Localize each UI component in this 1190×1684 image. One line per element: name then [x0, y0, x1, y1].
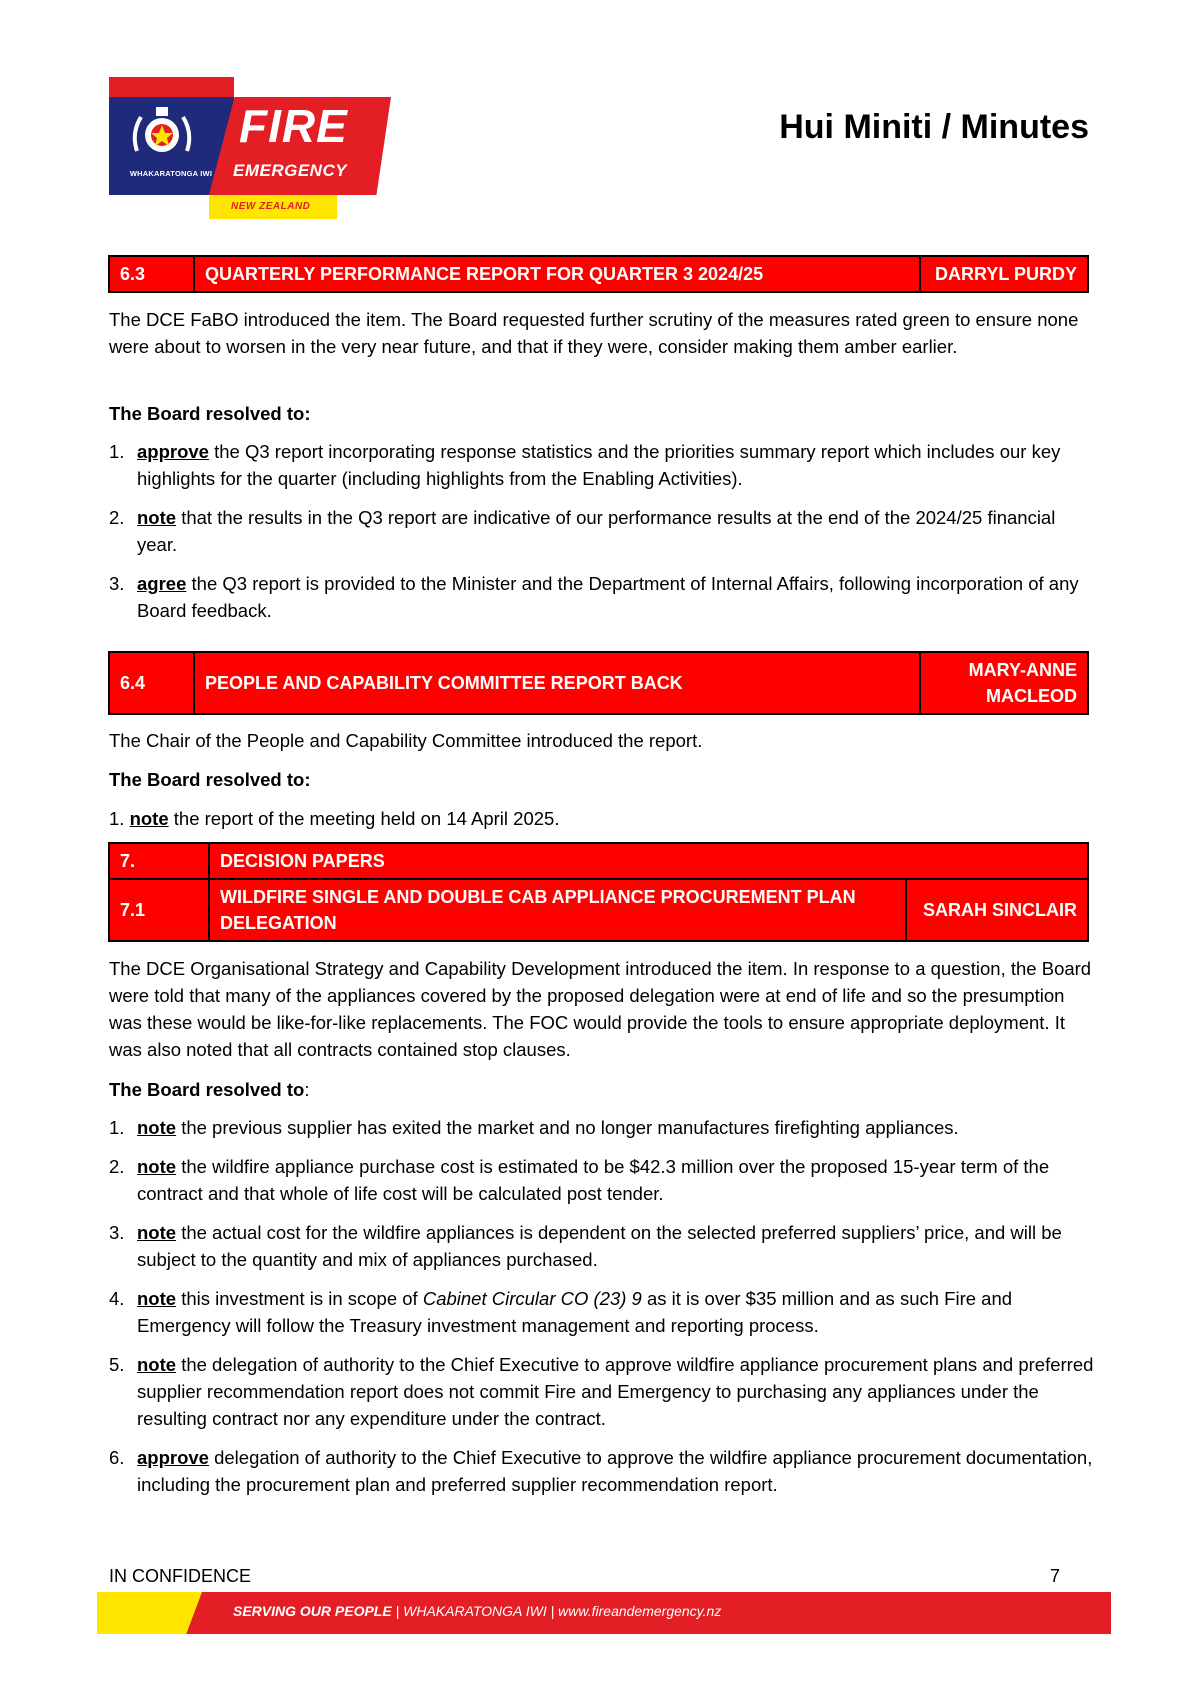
fire-emergency-logo — [109, 77, 391, 219]
list-item — [109, 1114, 1094, 1141]
resolution-text: the actual cost for the wildfire appliances is dependent on the selected preferred suppliers’ price, and will be subject to the quantity and mix of appliances purchased. — [137, 1222, 1062, 1270]
list-item — [109, 570, 1094, 624]
item-6-4-intro: The Chair of the People and Capability Committee introduced the report. — [109, 730, 703, 751]
resolution-keyword: note — [137, 1222, 177, 1243]
list-number: 2. — [109, 507, 125, 528]
list-item — [109, 438, 1094, 492]
resolution-text: the previous supplier has exited the market and no longer manufactures firefighting appliances. — [176, 1117, 959, 1138]
item-6-3-resolved-heading: The Board resolved to: — [109, 403, 311, 424]
logo-emergency-text: EMERGENCY — [233, 161, 348, 180]
item-presenter: SARAH SINCLAIR — [905, 880, 1087, 940]
list-item — [109, 504, 1094, 558]
presenter-line-2: MACLEOD — [986, 686, 1077, 706]
item-6-3-header — [108, 255, 1089, 293]
resolution-text: that the results in the Q3 report are indicative of our performance results at the end of the 2024/25 financial year. — [137, 507, 1056, 555]
list-number: 3. — [109, 1222, 125, 1243]
resolution-keyword: note — [137, 1288, 177, 1309]
footer-slogan: SERVING OUR PEOPLE — [233, 1603, 392, 1619]
item-7-1-intro: The DCE Organisational Strategy and Capability Development introduced the item. In response to a question, the Board were told that many of the appliances covered by the proposed delegation were at end of life and so the presumption was these would be like-for-like replacements. The FOC would provide the tools to ensure appropriate deployment. It was also noted that all contracts contained stop clauses. — [109, 958, 1092, 1060]
resolution-keyword: approve — [137, 1447, 209, 1468]
footer-rest: | WHAKARATONGA IWI | www.fireandemergency.nz — [391, 1603, 722, 1619]
item-number: 6.4 — [110, 653, 195, 713]
resolution-text: the Q3 report incorporating response statistics and the priorities summary report which includes our key highlights for the quarter (including highlights from the Enabling Activities). — [137, 441, 1061, 489]
footer-yellow-accent — [97, 1592, 202, 1634]
logo-fire-text: FIRE — [239, 100, 348, 152]
item-6-3-intro: The DCE FaBO introduced the item. The Board requested further scrutiny of the measures rated green to ensure none were about to worsen in the very near future, and that if they were, consider making them amber earlier. — [109, 309, 1079, 357]
list-number: 1. — [109, 1117, 125, 1138]
item-presenter: DARRYL PURDY — [919, 257, 1087, 291]
logo-nz-text: NEW ZEALAND — [231, 201, 311, 212]
list-number: 4. — [109, 1288, 125, 1309]
resolution-keyword: note — [129, 808, 169, 829]
list-number: 5. — [109, 1354, 125, 1375]
item-number: 7. — [110, 844, 210, 878]
item-6-4-header — [108, 651, 1089, 715]
item-7-1-resolved-heading — [109, 1076, 1094, 1103]
item-6-3-resolutions — [109, 438, 1094, 624]
list-item — [109, 1153, 1094, 1207]
item-7-1-resolutions — [109, 1114, 1094, 1498]
logo-whakaratonga-text: WHAKARATONGA IWI — [129, 169, 213, 178]
item-title: QUARTERLY PERFORMANCE REPORT FOR QUARTER 3 2024/25 — [205, 264, 764, 284]
resolution-keyword: note — [137, 507, 177, 528]
resolution-text: the delegation of authority to the Chief Executive to approve wildfire appliance procurement plans and preferred supplier recommendation report does not commit Fire and Emergency to purchasing any appliances under the resulting contract nor any expenditure under the contract. — [137, 1354, 1094, 1429]
item-title: PEOPLE AND CAPABILITY COMMITTEE REPORT BACK — [205, 673, 683, 693]
footer-text — [233, 1603, 721, 1619]
resolved-text: The Board resolved to — [109, 1079, 305, 1100]
item-number: 7.1 — [110, 880, 210, 940]
resolution-text: the Q3 report is provided to the Minister and the Department of Internal Affairs, following incorporation of any Board feedback. — [137, 573, 1079, 621]
list-item — [109, 1285, 1094, 1339]
item-7-row — [110, 844, 1087, 878]
logo-top-red-strip — [109, 77, 234, 97]
item-presenter — [919, 653, 1087, 713]
cabinet-circular-reference: Cabinet Circular CO (23) 9 — [422, 1288, 642, 1309]
item-6-4-resolution — [109, 805, 1094, 832]
list-item — [109, 1351, 1094, 1432]
list-item — [109, 1219, 1094, 1273]
resolution-text: delegation of authority to the Chief Executive to approve the wildfire appliance procurement documentation, including the procurement plan and preferred supplier recommendation report. — [137, 1447, 1093, 1495]
resolution-keyword: approve — [137, 441, 209, 462]
page-number: 7 — [1049, 1566, 1060, 1586]
item-title: WILDFIRE SINGLE AND DOUBLE CAB APPLIANCE PROCUREMENT PLAN DELEGATION — [220, 887, 856, 933]
item-number: 6.3 — [110, 257, 195, 291]
list-number: 1. — [109, 808, 125, 829]
resolution-keyword: note — [137, 1156, 177, 1177]
crest-badge-icon — [127, 103, 197, 165]
resolution-text: the report of the meeting held on 14 April 2025. — [168, 808, 560, 829]
item-6-4-resolved-heading: The Board resolved to: — [109, 769, 311, 790]
resolved-colon: : — [304, 1079, 310, 1100]
list-number: 3. — [109, 573, 125, 594]
resolution-keyword: note — [137, 1117, 177, 1138]
item-title: DECISION PAPERS — [220, 851, 385, 871]
confidentiality-label: IN CONFIDENCE — [109, 1566, 252, 1586]
resolution-text: as it is over $35 million and as such Fire and Emergency will follow the Treasury investment management and reporting process. — [137, 1288, 1013, 1336]
item-7-header-table — [108, 842, 1089, 942]
resolution-text: the wildfire appliance purchase cost is estimated to be $42.3 million over the proposed 15-year term of the contract and that whole of life cost will be calculated post tender. — [137, 1156, 1050, 1204]
resolution-text: this investment is in scope of — [176, 1288, 423, 1309]
list-number: 1. — [109, 441, 125, 462]
presenter-line-1: MARY-ANNE — [968, 660, 1077, 680]
document-title: Hui Miniti / Minutes — [779, 108, 1089, 146]
resolution-keyword: agree — [137, 573, 187, 594]
list-item — [109, 1444, 1094, 1498]
item-7-1-row — [110, 878, 1087, 940]
list-number: 6. — [109, 1447, 125, 1468]
list-number: 2. — [109, 1156, 125, 1177]
footer-banner — [97, 1592, 1111, 1634]
resolution-keyword: note — [137, 1354, 177, 1375]
